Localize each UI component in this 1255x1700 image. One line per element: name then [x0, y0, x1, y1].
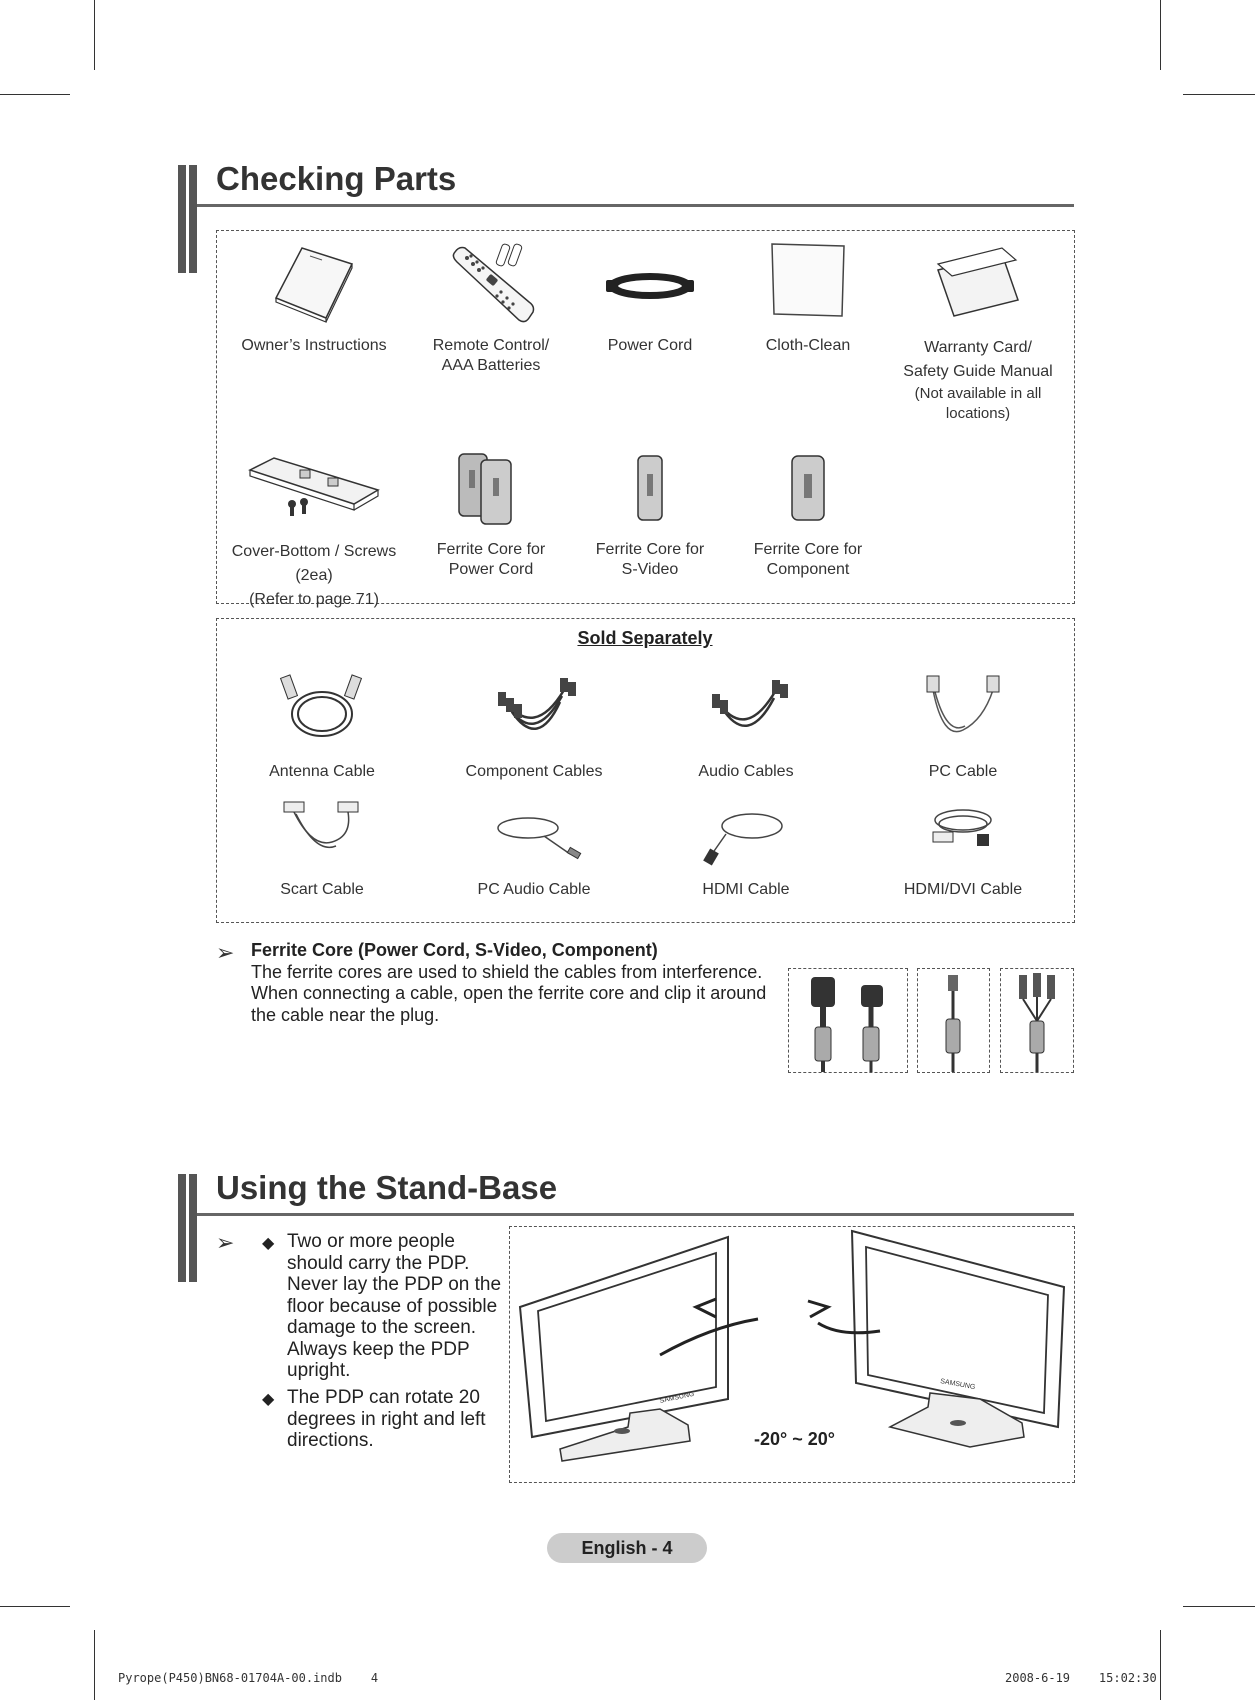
- bullet-line: directions.: [287, 1430, 374, 1451]
- bullet-diamond-icon: ◆: [262, 1235, 275, 1252]
- accessory-pc-cable: [883, 670, 1043, 782]
- part-cloth-clean: [728, 240, 888, 356]
- svideo-plug-ferrite-icon: [918, 969, 989, 1072]
- ferrite-core-icon: [600, 448, 700, 528]
- component-plug-ferrite-icon: [1001, 969, 1073, 1072]
- remote-icon: [441, 240, 541, 324]
- part-label: Cover-Bottom / Screws (2ea): [231, 543, 397, 584]
- hdmi-dvi-cable-icon: [913, 798, 1013, 868]
- accessory-hdmi-cable: [666, 798, 826, 900]
- component-cables-icon: [484, 670, 584, 750]
- bullet-line: Never lay the PDP on the: [287, 1274, 502, 1295]
- antenna-cable-icon: [272, 670, 372, 750]
- page-number-badge: English - 4: [547, 1533, 707, 1563]
- accessory-label: PC Audio Cable: [477, 881, 591, 898]
- accessory-component-cables: [454, 670, 614, 782]
- rotation-label: -20° ~ 20°: [754, 1429, 835, 1449]
- ferrite-note-line: When connecting a cable, open the ferrite core and clip it around: [251, 983, 767, 1003]
- part-cover-bottom: [218, 448, 410, 612]
- scart-cable-icon: [272, 798, 372, 868]
- ferrite-note-line: The ferrite cores are used to shield the cables from interference.: [251, 961, 763, 982]
- accessory-label: Scart Cable: [280, 881, 364, 898]
- bullet-line: upright.: [287, 1360, 351, 1381]
- brand-text: SAMSUNG: [939, 1378, 976, 1392]
- warranty-card-icon: [928, 240, 1028, 324]
- accessory-audio-cables: [666, 670, 826, 782]
- bullet-line: Two or more people: [287, 1231, 455, 1252]
- part-label: Remote Control/ AAA Batteries: [432, 337, 550, 374]
- stand-bullet-2: [287, 1387, 507, 1452]
- part-sublabel: (Not available in all locations): [914, 385, 1042, 422]
- part-ferrite-component: [728, 448, 888, 580]
- accessory-hdmi-dvi-cable: [883, 798, 1043, 900]
- ferrite-note-line: the cable near the plug.: [251, 1004, 440, 1025]
- pc-cable-icon: [913, 670, 1013, 750]
- ferrite-illustration-svideo: [917, 968, 990, 1073]
- section-rule: [197, 204, 1074, 207]
- accessory-label: HDMI Cable: [702, 881, 790, 898]
- note-arrow-icon: ➢: [216, 1230, 235, 1255]
- part-label: Power Cord: [607, 337, 693, 354]
- section-title-stand-base: Using the Stand-Base: [216, 1169, 558, 1206]
- file-slug: Pyrope(P450)BN68-01704A-00.indb 4: [118, 1671, 379, 1685]
- part-label: Ferrite Core for Component: [753, 541, 863, 578]
- ferrite-illustration-power: [788, 968, 908, 1073]
- power-plug-ferrite-icon: [789, 969, 907, 1072]
- manual-icon: [264, 240, 364, 324]
- bullet-line: damage to the screen.: [287, 1317, 477, 1338]
- ferrite-note-title: Ferrite Core (Power Cord, S-Video, Component): [251, 940, 658, 960]
- part-remote-control: [411, 240, 571, 376]
- bullet-line: floor because of possible: [287, 1295, 498, 1317]
- bullet-line: Always keep the PDP: [287, 1338, 470, 1360]
- ferrite-core-icon: [758, 448, 858, 528]
- sold-separately-title: Sold Separately: [577, 628, 713, 648]
- ferrite-note: [251, 940, 791, 1026]
- part-ferrite-power: [411, 448, 571, 580]
- stand-rotation-illustration: [509, 1226, 1075, 1483]
- bullet-diamond-icon: ◆: [262, 1391, 275, 1408]
- bullet-line: degrees in right and left: [287, 1408, 486, 1430]
- audio-cables-icon: [696, 670, 796, 750]
- brand-text: SAMSUNG: [658, 1390, 696, 1405]
- accessory-label: Audio Cables: [698, 763, 794, 780]
- cloth-icon: [758, 240, 858, 324]
- part-label: Owner’s Instructions: [241, 337, 387, 354]
- section-title-checking-parts: Checking Parts: [216, 160, 457, 197]
- accessory-label: PC Cable: [928, 763, 998, 780]
- bullet-line: The PDP can rotate 20: [287, 1387, 480, 1408]
- stand-bullet-1: [287, 1231, 507, 1382]
- ferrite-illustration-component: [1000, 968, 1074, 1073]
- power-cord-icon: [600, 240, 700, 324]
- part-owners-instructions: [234, 240, 394, 356]
- part-label: Ferrite Core for Power Cord: [436, 541, 546, 578]
- part-sublabel: (Refer to page 71): [249, 591, 379, 608]
- ferrite-core-icon: [441, 448, 541, 528]
- pc-audio-cable-icon: [484, 798, 584, 868]
- section-marker: [178, 1174, 197, 1282]
- rotating-tv-icon: [510, 1227, 1074, 1482]
- part-label: Warranty Card/ Safety Guide Manual: [903, 339, 1053, 380]
- part-label: Ferrite Core for S-Video: [595, 541, 705, 578]
- cover-bottom-icon: [244, 448, 384, 528]
- accessory-label: HDMI/DVI Cable: [903, 881, 1023, 898]
- bullet-line: should carry the PDP.: [287, 1252, 470, 1274]
- accessory-pc-audio-cable: [454, 798, 614, 900]
- accessory-antenna-cable: [242, 670, 402, 782]
- accessory-label: Antenna Cable: [269, 763, 375, 780]
- accessory-label: Component Cables: [465, 763, 603, 780]
- part-warranty-card: [888, 240, 1068, 424]
- date-slug: 2008-6-19 15:02:30: [1005, 1671, 1157, 1685]
- hdmi-cable-icon: [696, 798, 796, 868]
- note-arrow-icon: ➢: [216, 940, 235, 965]
- accessory-scart-cable: [242, 798, 402, 900]
- part-power-cord: [570, 240, 730, 356]
- section-marker: [178, 165, 197, 273]
- part-label: Cloth-Clean: [765, 337, 851, 354]
- section-rule: [197, 1213, 1074, 1216]
- part-ferrite-svideo: [570, 448, 730, 580]
